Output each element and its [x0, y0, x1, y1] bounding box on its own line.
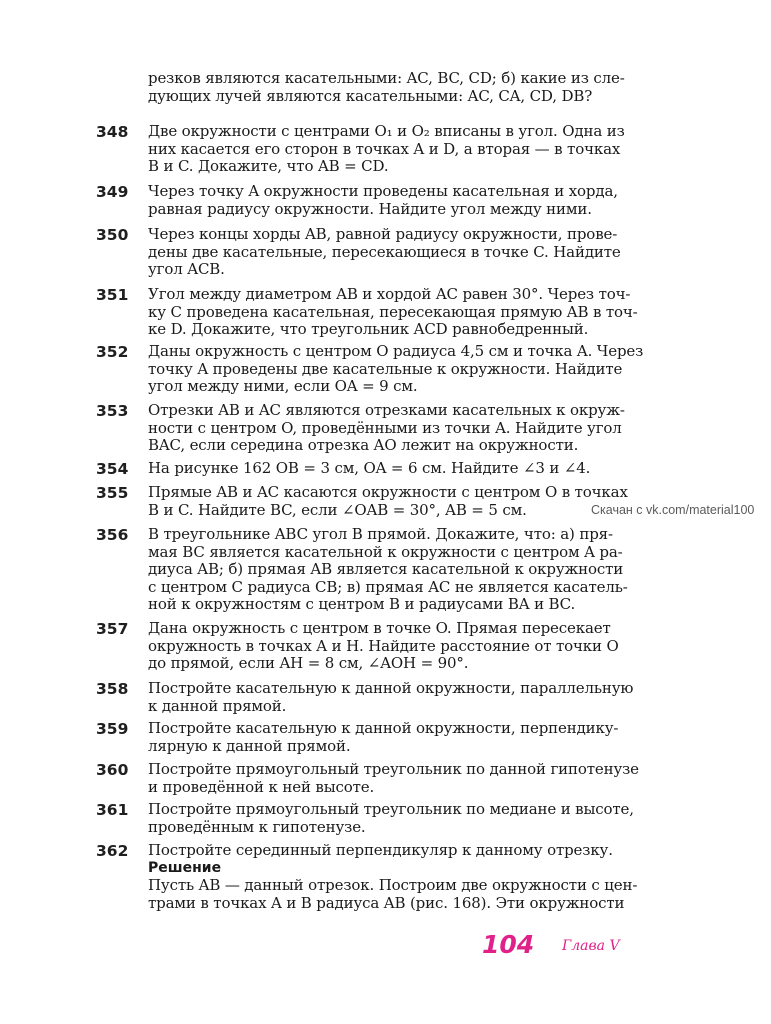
problem-text — [148, 526, 708, 614]
text-line: Прямые AB и AC касаются окружности с центром O в точках — [148, 483, 628, 501]
problem-text — [148, 183, 708, 218]
text-line: Отрезки AB и AC являются отрезками касательных к окруж- — [148, 401, 625, 419]
problem-number: 353 — [96, 402, 129, 420]
text-line: ной к окружностям с центром B и радиусами BA и BC. — [148, 595, 576, 613]
text-line: угол между ними, если OA = 9 см. — [148, 377, 418, 395]
problem-number: 352 — [96, 343, 129, 361]
text-line: Через концы хорды AB, равной радиусу окружности, прове- — [148, 225, 618, 243]
text-line: лярную к данной прямой. — [148, 736, 351, 755]
text-line: B и C. Докажите, что AB = CD. — [148, 157, 389, 175]
text-line: равная радиусу окружности. Найдите угол между ними. — [148, 199, 592, 218]
text-line: с центром C радиуса CB; в) прямая AC не является касатель- — [148, 577, 628, 596]
problem-text — [148, 720, 708, 755]
text-line: дующих лучей являются касательными: AC, CA, CD, DB? — [148, 86, 593, 105]
text-line: угол ACB. — [148, 260, 225, 278]
text-line: и проведённой к ней высоте. — [148, 777, 375, 796]
text-line: окружность в точках A и H. Найдите расстояние от точки O — [148, 636, 619, 655]
problem-text — [148, 801, 708, 836]
text-line: мая BC является касательной к окружности с центром A ра- — [148, 542, 623, 561]
text-line: диуса AB; б) прямая AB является касательной к окружности — [148, 560, 624, 578]
problem-number: 359 — [96, 720, 129, 738]
text-line: дены две касательные, пересекающиеся в точке C. Найдите — [148, 242, 621, 261]
text-line: Постройте прямоугольный треугольник по данной гипотенузе — [148, 760, 639, 778]
problem-number: 361 — [96, 801, 129, 819]
problem-text — [148, 226, 708, 279]
chapter-label: Глава V — [562, 938, 620, 954]
text-line: Через точку A окружности проведены касательная и хорда, — [148, 182, 618, 200]
text-line: Постройте касательную к данной окружности, перпендику- — [148, 719, 619, 737]
page-number: 104 — [482, 930, 535, 959]
text-line: Постройте касательную к данной окружности, параллельную — [148, 679, 634, 697]
problem-number: 348 — [96, 123, 129, 141]
text-line: Две окружности с центрами O₁ и O₂ вписаны в угол. Одна из — [148, 122, 625, 140]
solution-heading: Решение — [148, 859, 222, 876]
problem-number: 349 — [96, 183, 129, 201]
problem-number: 355 — [96, 484, 129, 502]
text-line: ке D. Докажите, что треугольник ACD равнобедренный. — [148, 320, 589, 338]
problem-text — [148, 842, 708, 912]
problem-text — [148, 123, 708, 176]
text-line: На рисунке 162 OB = 3 см, OA = 6 см. Найдите ∠3 и ∠4. — [148, 459, 591, 477]
download-watermark: Скачан с vk.com/material100 — [591, 503, 755, 517]
intro-continuation — [148, 70, 708, 105]
problem-number: 360 — [96, 761, 129, 779]
text-line: Постройте прямоугольный треугольник по медиане и высоте, — [148, 800, 634, 818]
problem-text — [148, 620, 708, 673]
problem-number: 357 — [96, 620, 129, 638]
problem-text — [148, 680, 708, 715]
text-line: проведённым к гипотенузе. — [148, 817, 366, 836]
text-line: трами в точках A и B радиуса AB (рис. 168). Эти окружности — [148, 893, 625, 912]
text-line: них касается его сторон в точках A и D, а вторая — в точках — [148, 139, 621, 158]
problem-text — [148, 343, 708, 396]
text-line: резков являются касательными: AC, BC, CD; б) какие из сле- — [148, 69, 625, 87]
text-line: B и C. Найдите BC, если ∠OAB = 30°, AB = 5 см. — [148, 500, 527, 519]
text-line: BAC, если середина отрезка AO лежит на окружности. — [148, 436, 579, 454]
text-line: Дана окружность с центром в точке O. Прямая пересекает — [148, 619, 611, 637]
text-line: Угол между диаметром AB и хордой AC равен 30°. Через точ- — [148, 285, 631, 303]
problem-number: 356 — [96, 526, 129, 544]
text-line: ку C проведена касательная, пересекающая прямую AB в точ- — [148, 302, 638, 321]
text-line: точку A проведены две касательные к окружности. Найдите — [148, 359, 623, 378]
text-line: В треугольнике ABC угол B прямой. Докажите, что: а) пря- — [148, 525, 613, 543]
problem-text — [148, 460, 708, 478]
problem-text — [148, 761, 708, 796]
text-line: ности с центром O, проведёнными из точки A. Найдите угол — [148, 418, 622, 437]
problem-number: 351 — [96, 286, 129, 304]
problem-text — [148, 286, 708, 339]
problem-number: 362 — [96, 842, 129, 860]
text-line: к данной прямой. — [148, 696, 287, 715]
problem-text — [148, 402, 708, 455]
text-line: Пусть AB — данный отрезок. Построим две окружности с цен- — [148, 876, 638, 894]
text-line: до прямой, если AH = 8 см, ∠AOH = 90°. — [148, 654, 469, 672]
text-line: Постройте серединный перпендикуляр к данному отрезку. — [148, 841, 613, 859]
text-line: Даны окружность с центром O радиуса 4,5 см и точка A. Через — [148, 342, 644, 360]
problem-number: 354 — [96, 460, 129, 478]
problem-number: 350 — [96, 226, 129, 244]
problem-number: 358 — [96, 680, 129, 698]
